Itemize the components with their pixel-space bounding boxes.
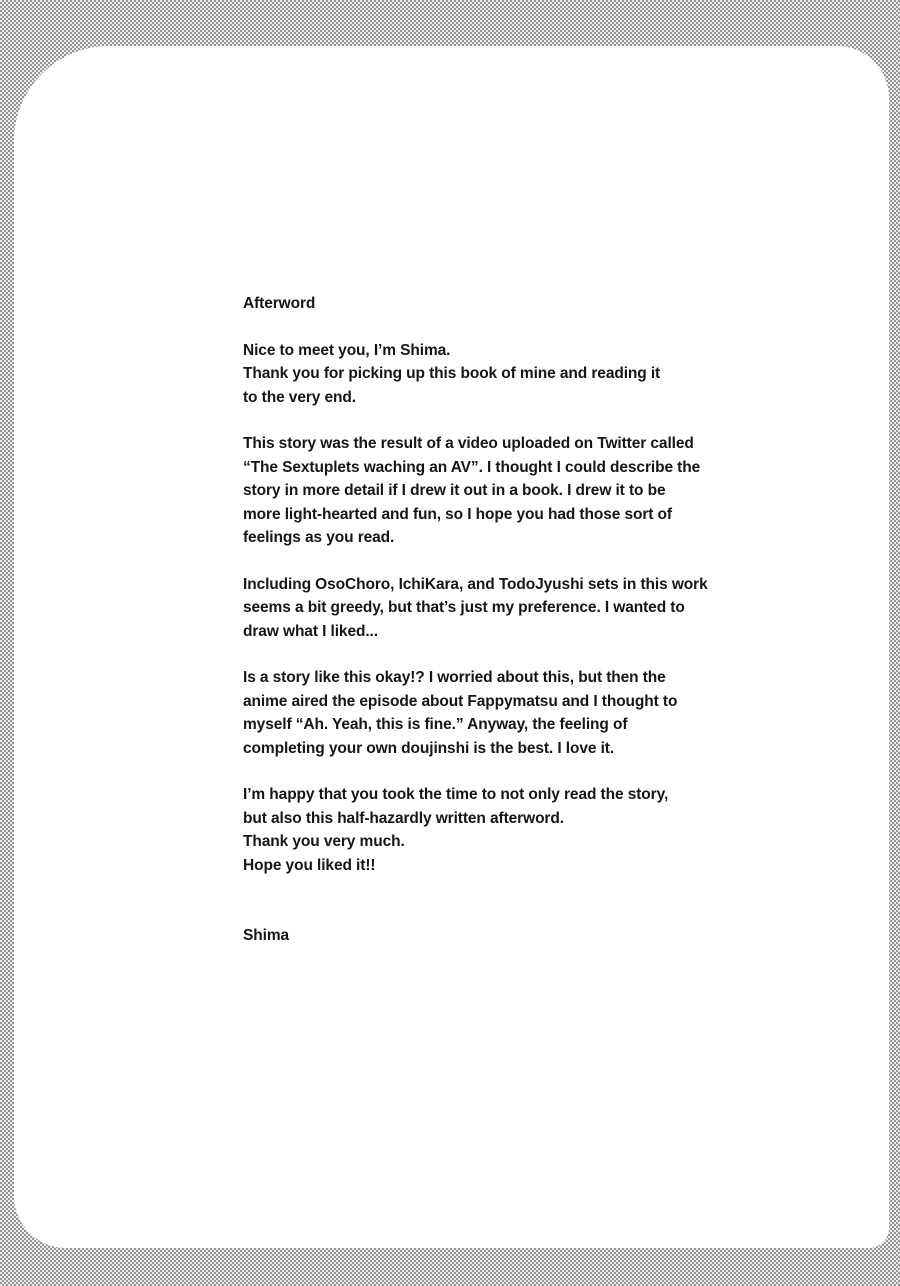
paragraph-thanks	[243, 783, 743, 877]
text-line: Hope you liked it!!	[243, 856, 376, 874]
text-line: story in more detail if I drew it out in a book. I drew it to be	[243, 482, 666, 500]
paragraph-story-origin	[243, 432, 743, 549]
author-signature-block	[243, 924, 743, 947]
afterword-heading: Afterword	[243, 295, 316, 312]
text-line: Thank you very much.	[243, 833, 405, 851]
text-line: completing your own doujinshi is the best. I love it.	[243, 739, 615, 757]
text-line: I’m happy that you took the time to not only read the story,	[243, 786, 669, 804]
text-line: draw what I liked...	[243, 622, 378, 640]
text-line: seems a bit greedy, but that’s just my preference. I wanted to	[243, 599, 685, 617]
text-line: Including OsoChoro, IchiKara, and TodoJyushi sets in this work	[243, 575, 708, 593]
text-line: This story was the result of a video uploaded on Twitter called	[243, 435, 694, 453]
paragraph-greeting	[243, 339, 743, 409]
paragraph-worries	[243, 666, 743, 760]
text-line: to the very end.	[243, 388, 356, 406]
text-line: Nice to meet you, I’m Shima.	[243, 341, 451, 359]
author-signature: Shima	[243, 926, 290, 944]
text-line: anime aired the episode about Fappymatsu and I thought to	[243, 692, 678, 710]
text-line: Is a story like this okay!? I worried about this, but then the	[243, 669, 666, 687]
text-line: feelings as you read.	[243, 529, 395, 547]
manga-page	[14, 46, 889, 1248]
text-line: myself “Ah. Yeah, this is fine.” Anyway, the feeling of	[243, 716, 628, 734]
text-line: “The Sextuplets waching an AV”. I thought I could describe the	[243, 458, 701, 476]
afterword-heading-block	[243, 292, 743, 315]
afterword-text	[243, 292, 743, 971]
text-line: Thank you for picking up this book of mine and reading it	[243, 365, 661, 383]
text-line: more light-hearted and fun, so I hope you had those sort of	[243, 505, 672, 523]
text-line: but also this half-hazardly written afterword.	[243, 809, 564, 827]
paragraph-pairings	[243, 573, 743, 643]
